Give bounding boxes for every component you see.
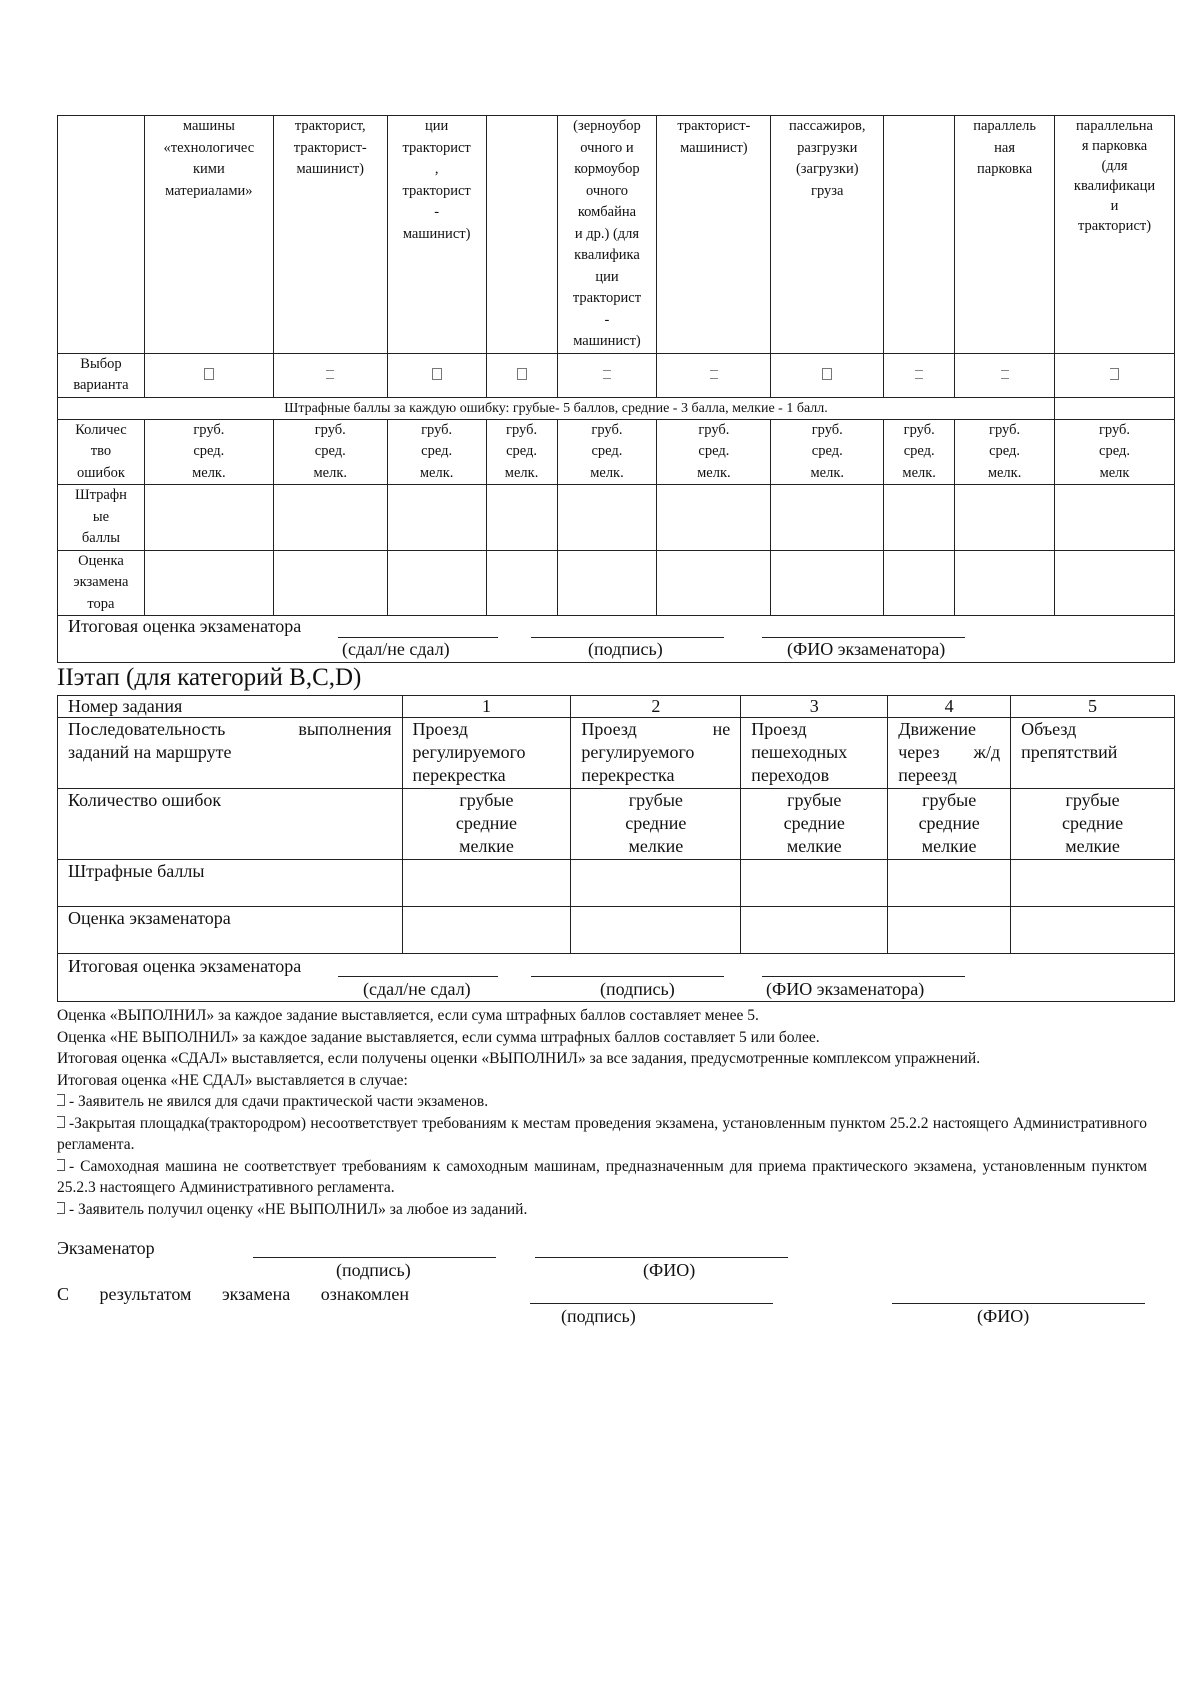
header-cell: тракторист, тракторист- машинист) xyxy=(273,116,387,354)
applicant-name-field[interactable] xyxy=(892,1303,1145,1304)
final-grade-label: Итоговая оценка экзаменатора xyxy=(68,956,302,976)
errors-label: Количес тво ошибок xyxy=(58,419,145,485)
task-number: 2 xyxy=(571,696,741,718)
penalty-input[interactable] xyxy=(402,860,571,907)
penalty-input[interactable] xyxy=(1055,485,1175,551)
applicant-signature-field[interactable] xyxy=(530,1303,773,1304)
grade-row xyxy=(58,550,1175,616)
penalty-input[interactable] xyxy=(657,485,771,551)
variant-checkbox[interactable] xyxy=(603,370,611,379)
checkbox-icon xyxy=(57,1116,65,1128)
header-cell: параллель ная парковка xyxy=(955,116,1055,354)
task-number: 3 xyxy=(741,696,888,718)
final-grade-row xyxy=(58,616,1175,663)
penalty-row xyxy=(58,485,1175,551)
note-line: Оценка «НЕ ВЫПОЛНИЛ» за каждое задание выставляется, если сумма штрафных баллов составляет 5 или более. xyxy=(57,1028,820,1046)
final-grade-label: Итоговая оценка экзаменатора xyxy=(68,616,302,636)
penalty-input[interactable] xyxy=(144,485,273,551)
variant-checkbox[interactable] xyxy=(1001,370,1009,379)
error-types: груб. сред. мелк. xyxy=(387,419,486,485)
grade-input[interactable] xyxy=(741,907,888,954)
stage2-table xyxy=(57,695,1175,1002)
error-types: груб. сред. мелк. xyxy=(657,419,771,485)
passed-field[interactable] xyxy=(338,976,498,977)
variant-row xyxy=(58,353,1175,397)
examiner-name-hint: (ФИО) xyxy=(643,1260,696,1280)
signature-field[interactable] xyxy=(531,976,724,977)
name-field[interactable] xyxy=(762,976,965,977)
sequence-row xyxy=(58,718,1175,789)
penalty-input[interactable] xyxy=(1011,860,1175,907)
grade-input[interactable] xyxy=(657,550,771,616)
passed-hint: (сдал/не сдал) xyxy=(363,979,471,999)
header-cell: тракторист- машинист) xyxy=(657,116,771,354)
task-name: Проезд регулируемого перекрестка xyxy=(402,718,571,789)
header-cell xyxy=(486,116,557,354)
error-types: грубые средние мелкие xyxy=(888,789,1011,860)
fail-case: -Закрытая площадка(трактородром) несоответствует требованиям к местам проведения экзамена, установленным пунктом 25.2.2 настоящего Административного регламента. xyxy=(57,1114,1147,1153)
signature-hint: (подпись) xyxy=(600,979,675,999)
grade-input[interactable] xyxy=(1011,907,1175,954)
penalty-input[interactable] xyxy=(486,485,557,551)
name-hint: (ФИО экзаменатора) xyxy=(766,979,925,999)
header-cell: машины «технологичес кими материалами» xyxy=(144,116,273,354)
sequence-label: Последовательность выполнения заданий на маршруте xyxy=(58,718,403,789)
grade-input[interactable] xyxy=(955,550,1055,616)
grade-input[interactable] xyxy=(402,907,571,954)
variant-checkbox[interactable] xyxy=(822,368,832,380)
task-name: Проезд пешеходных переходов xyxy=(741,718,888,789)
error-types: груб. сред. мелк. xyxy=(771,419,884,485)
grade-input[interactable] xyxy=(571,907,741,954)
penalty-note: Штрафные баллы за каждую ошибку: грубые- 5 баллов, средние - 3 балла, мелкие - 1 балл. xyxy=(58,397,1055,419)
penalty-input[interactable] xyxy=(557,485,657,551)
errors2-label: Количество ошибок xyxy=(58,789,403,860)
signature-hint: (подпись) xyxy=(588,639,663,659)
error-types: груб. сред. мелк. xyxy=(486,419,557,485)
stage2-title: IIэтап (для категорий B,C,D) xyxy=(57,664,362,691)
variant-checkbox[interactable] xyxy=(432,368,442,380)
grade-input[interactable] xyxy=(387,550,486,616)
penalty-input[interactable] xyxy=(884,485,955,551)
variant-checkbox[interactable] xyxy=(326,370,334,379)
error-types: груб. сред. мелк. xyxy=(557,419,657,485)
grade-input[interactable] xyxy=(273,550,387,616)
error-types: груб. сред. мелк. xyxy=(955,419,1055,485)
penalty2-row xyxy=(58,860,1175,907)
penalty-input[interactable] xyxy=(771,485,884,551)
passed-field[interactable] xyxy=(338,637,498,638)
stage1-table xyxy=(57,115,1175,663)
grade-input[interactable] xyxy=(1055,550,1175,616)
grade-label: Оценка экзамена тора xyxy=(58,550,145,616)
examiner-signature-field[interactable] xyxy=(253,1257,496,1258)
penalty-input[interactable] xyxy=(741,860,888,907)
grade-input[interactable] xyxy=(144,550,273,616)
error-types: грубые средние мелкие xyxy=(1011,789,1175,860)
error-types: груб. сред. мелк xyxy=(1055,419,1175,485)
task-number: 5 xyxy=(1011,696,1175,718)
fail-case: - Заявитель не явился для сдачи практической части экзаменов. xyxy=(57,1091,1147,1113)
grade-input[interactable] xyxy=(888,907,1011,954)
variant-checkbox[interactable] xyxy=(915,370,923,379)
examiner-signature-hint: (подпись) xyxy=(336,1260,411,1280)
penalty-input[interactable] xyxy=(955,485,1055,551)
applicant-name-hint: (ФИО) xyxy=(977,1306,1030,1326)
grade-input[interactable] xyxy=(771,550,884,616)
acquainted-label: С результатом экзамена ознакомлен xyxy=(57,1284,409,1304)
errors2-row xyxy=(58,789,1175,860)
grade-input[interactable] xyxy=(486,550,557,616)
task-number: 1 xyxy=(402,696,571,718)
note-line: Итоговая оценка «СДАЛ» выставляется, если получены оценки «ВЫПОЛНИЛ» за все задания, предусмотренные комплексом упражнений. xyxy=(57,1050,981,1067)
notes xyxy=(57,1005,1147,1220)
penalty-label: Штрафн ые баллы xyxy=(58,485,145,551)
header-cell: ции тракторист , тракторист - машинист) xyxy=(387,116,486,354)
errors-row xyxy=(58,419,1175,485)
penalty-input[interactable] xyxy=(273,485,387,551)
penalty-input[interactable] xyxy=(571,860,741,907)
variant-checkbox[interactable] xyxy=(1110,368,1119,380)
error-types: грубые средние мелкие xyxy=(571,789,741,860)
error-types: груб. сред. мелк. xyxy=(144,419,273,485)
header-cell: параллельна я парковка (для квалификаци и тракторист) xyxy=(1055,116,1175,354)
note-line: Оценка «ВЫПОЛНИЛ» за каждое задание выставляется, если сума штрафных баллов составляет менее 5. xyxy=(57,1007,759,1024)
task-number: 4 xyxy=(888,696,1011,718)
stage1-header-row xyxy=(58,116,1175,354)
variant-checkbox[interactable] xyxy=(710,370,718,379)
fail-case: - Самоходная машина не соответствует требованиям к самоходным машинам, предназначенным для приема практического экзамена, установленным пунктом 25.2.3 настоящего Административного регламента. xyxy=(57,1157,1147,1196)
penalty-input[interactable] xyxy=(387,485,486,551)
grade-input[interactable] xyxy=(884,550,955,616)
task-number-label: Номер задания xyxy=(58,696,403,718)
error-types: груб. сред. мелк. xyxy=(884,419,955,485)
checkbox-icon xyxy=(57,1159,65,1171)
task-name: Объезд препятствий xyxy=(1011,718,1175,789)
grade2-label: Оценка экзаменатора xyxy=(58,907,403,954)
note-line: Итоговая оценка «НЕ СДАЛ» выставляется в случае: xyxy=(57,1071,408,1089)
error-types: груб. сред. мелк. xyxy=(273,419,387,485)
variant-checkbox[interactable] xyxy=(517,368,527,380)
error-types: грубые средние мелкие xyxy=(402,789,571,860)
applicant-signature-hint: (подпись) xyxy=(561,1306,636,1326)
variant-label: Выбор варианта xyxy=(58,353,145,397)
variant-checkbox[interactable] xyxy=(204,368,214,380)
fail-case: - Заявитель получил оценку «НЕ ВЫПОЛНИЛ» за любое из заданий. xyxy=(57,1199,1147,1221)
header-cell xyxy=(884,116,955,354)
checkbox-icon xyxy=(57,1094,65,1106)
penalty2-label: Штрафные баллы xyxy=(58,860,403,907)
signature-field[interactable] xyxy=(531,637,724,638)
checkbox-icon xyxy=(57,1202,65,1214)
penalty-input[interactable] xyxy=(888,860,1011,907)
passed-hint: (сдал/не сдал) xyxy=(342,639,450,659)
penalty-note-row xyxy=(58,397,1175,419)
task-name: Движение через ж/д переезд xyxy=(888,718,1011,789)
header-cell: пассажиров, разгрузки (загрузки) груза xyxy=(771,116,884,354)
name-field[interactable] xyxy=(762,637,965,638)
name-hint: (ФИО экзаменатора) xyxy=(787,639,946,659)
task-number-row xyxy=(58,696,1175,718)
task-name: Проезд не регулируемого перекрестка xyxy=(571,718,741,789)
grade-input[interactable] xyxy=(557,550,657,616)
examiner-label: Экзаменатор xyxy=(57,1238,155,1258)
grade2-row xyxy=(58,907,1175,954)
examiner-name-field[interactable] xyxy=(535,1257,788,1258)
header-cell: (зерноубор очного и кормоубор очного комбайна и др.) (для квалифика ции тракторист - машинист) xyxy=(557,116,657,354)
final-grade2-row xyxy=(58,954,1175,1002)
error-types: грубые средние мелкие xyxy=(741,789,888,860)
